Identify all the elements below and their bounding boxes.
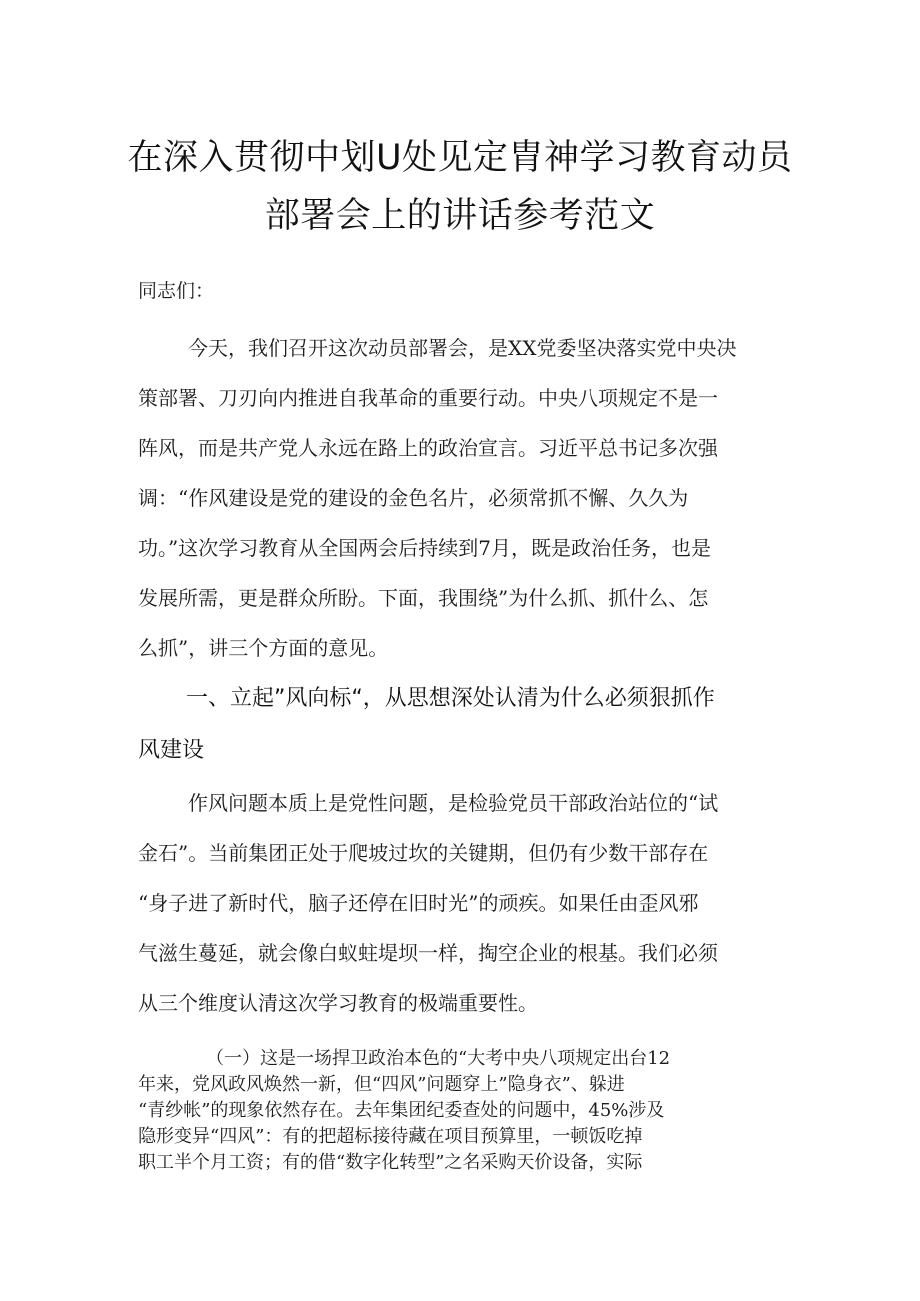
subsection-line: 隐形变异“四风”：有的把超标接待藏在项目预算里，一顿饭吃掉 [138, 1126, 643, 1147]
document-title-line-2: 部署会上的讲话参考范文 [264, 196, 656, 236]
section-heading-line: 一、立起”风向标“，从思想深处认清为什么必须狠抓作 [186, 686, 715, 711]
subsection-1-paragraph [138, 1046, 788, 1176]
intro-line: 么抓”，讲三个方面的意见。 [138, 636, 389, 660]
intro-line: 发展所需，更是群众所盼。下面，我围绕”为什么抓、抓什么、怎 [138, 586, 709, 610]
subsection-line: “青纱帐”的现象依然存在。去年集团纪委查处的问题中，45%涉及 [138, 1100, 665, 1121]
section-heading-line: 风建设 [138, 738, 205, 763]
subsection-line: （一）这是一场捍卫政治本色的“大考中央八项规定出台12 [206, 1048, 671, 1069]
body-line: 从三个维度认清这次学习教育的极端重要性。 [138, 991, 538, 1015]
intro-line: 今天，我们召开这次动员部署会，是XX党委坚决落实党中央决 [188, 336, 737, 360]
section-1-heading [138, 673, 798, 777]
subsection-line: 年来，党风政风焕然一新，但“四风”问题穿上”隐身衣”、躲进 [138, 1074, 625, 1095]
intro-paragraph [138, 323, 778, 673]
body-line: 金石”。当前集团正处于爬坡过坎的关键期，但仍有少数干部存在 [138, 841, 709, 865]
body-line: 作风问题本质上是党性问题，是检验党员干部政治站位的“试 [188, 791, 719, 815]
body-line: 气滋生蔓延，就会像白蚁蛀堤坝一样，掏空企业的根基。我们必须 [138, 941, 718, 965]
intro-line: 策部署、刀刃向内推进自我革命的重要行动。中央八项规定不是一 [138, 386, 718, 410]
salutation: 同志们： [138, 280, 215, 302]
document-title-line-1: 在深入贯彻中划U处见定胄神学习教育动员 [127, 138, 793, 178]
subsection-line: 职工半个月工资；有的借“数字化转型”之名采购天价设备，实际 [138, 1152, 643, 1173]
intro-line: 功。”这次学习教育从全国两会后持续到7月，既是政治任务，也是 [138, 536, 711, 560]
intro-line: 调：“作风建设是党的建设的金色名片，必须常抓不懈、久久为 [138, 486, 689, 510]
section-1-paragraph [138, 778, 778, 1028]
body-line: “身子进了新时代，脑子还停在旧时光”的顽疾。如果任由歪风邪 [138, 891, 699, 915]
intro-line: 阵风，而是共产党人永远在路上的政治宣言。习近平总书记多次强 [138, 436, 718, 460]
